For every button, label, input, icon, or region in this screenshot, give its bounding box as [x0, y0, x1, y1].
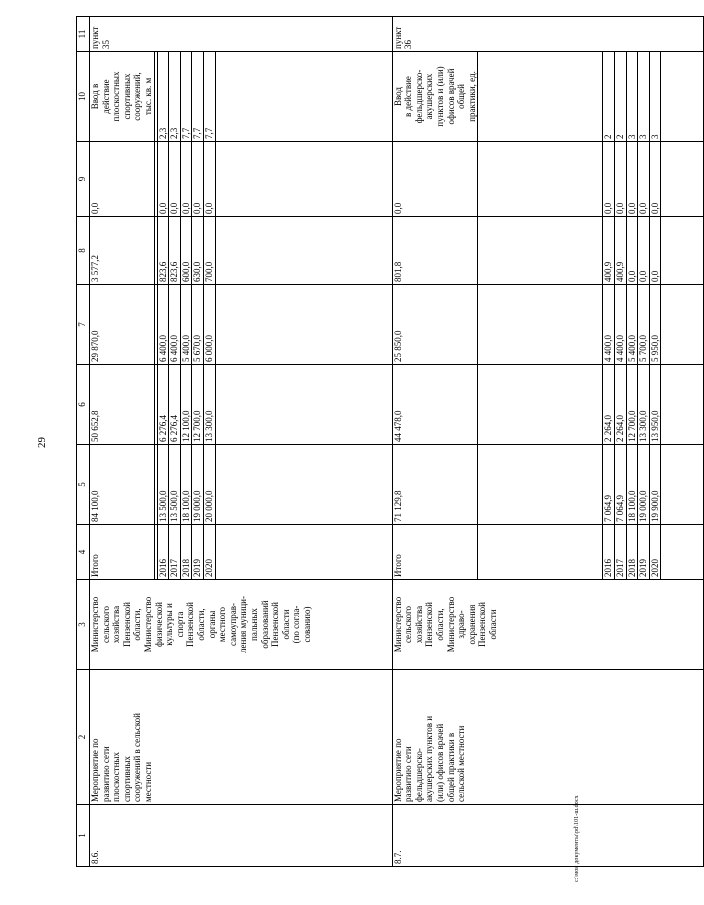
indicator-name: Ввод в действие плоскостных спортивных сооружений, тыс. кв. м	[90, 52, 155, 142]
year-value: 13 300,0	[637, 365, 649, 444]
year-values-list	[602, 142, 661, 216]
year-value: 2019	[637, 525, 649, 579]
column-number: 10	[77, 52, 90, 142]
year-value: 13 500,0	[157, 445, 169, 524]
year-value: 5 400,0	[626, 285, 638, 364]
year-value: 7 064,9	[614, 445, 626, 524]
year-value: 5 670,0	[191, 285, 203, 364]
year-value: 0,0	[157, 142, 169, 216]
year-value: 6 276,4	[168, 365, 180, 444]
years-cell-c9	[478, 142, 704, 217]
year-values-list	[602, 525, 661, 579]
year-value: 0,0	[614, 142, 626, 216]
year-value: 5 400,0	[180, 285, 192, 364]
year-value: 5 950,0	[649, 285, 662, 364]
total-c9: 0,0	[90, 142, 155, 217]
year-value: 630,0	[191, 217, 203, 284]
year-value: 12 700,0	[191, 365, 203, 444]
column-number: 4	[77, 525, 90, 580]
executor: Министерство сельского хозяйства Пензенской области, Министерство здраво- охранения Пензенской области	[392, 580, 704, 670]
year-values-list	[157, 285, 216, 364]
year-value: 20 000,0	[203, 445, 216, 524]
year-value: 4 400,0	[602, 285, 614, 364]
total-c8: 801,8	[392, 217, 478, 285]
year-value: 6 400,0	[157, 285, 169, 364]
year-values-list	[602, 52, 661, 141]
year-value: 12 700,0	[626, 365, 638, 444]
year-value: 0,0	[637, 142, 649, 216]
total-c5: 84 100,0	[90, 445, 155, 525]
year-value: 7 064,9	[602, 445, 614, 524]
measure-name: Мероприятие по развитию сети фельдшерско- акушерских пунктов и (или) офисов врачей общей практики в сельской местности	[392, 670, 704, 805]
year-value: 19 000,0	[637, 445, 649, 524]
year-value: 2016	[157, 525, 169, 579]
point-reference: пункт 36	[392, 17, 704, 52]
total-c8: 3 577,2	[90, 217, 155, 285]
year-value: 4 400,0	[614, 285, 626, 364]
year-value: 19 000,0	[191, 445, 203, 524]
year-value: 13 500,0	[168, 445, 180, 524]
year-value: 6 400,0	[168, 285, 180, 364]
year-value: 7,7	[203, 52, 216, 141]
year-value: 2	[614, 52, 626, 141]
measure-number: 8.7.	[392, 805, 704, 867]
year-value: 2018	[626, 525, 638, 579]
year-value: 7,7	[191, 52, 203, 141]
year-value: 6 276,4	[157, 365, 169, 444]
column-number: 11	[77, 17, 90, 52]
total-c6: 44 478,0	[392, 365, 478, 445]
column-number: 8	[77, 217, 90, 285]
year-value: 0,0	[649, 217, 662, 284]
years-cell-c6	[478, 365, 704, 445]
column-number: 2	[77, 670, 90, 805]
years-cell-c10	[154, 52, 392, 142]
year-value: 700,0	[203, 217, 216, 284]
executor: Министерство сельского хозяйства Пензенской области, Министерство физической культуры и спорта Пензенской области, органы местного самоуправ- ления муници- пальных образований Пензенской области (по согла- сованию)	[90, 580, 393, 670]
year-value: 13 300,0	[203, 365, 216, 444]
indicator-name: Ввод в действие фельдшерско- акушерских пунктов и (или) офисов врачей общей практики, ед.	[392, 52, 478, 142]
year-value: 3	[649, 52, 662, 141]
year-value: 2	[602, 52, 614, 141]
column-number: 3	[77, 580, 90, 670]
year-values-list	[157, 525, 216, 579]
year-values-list	[157, 52, 216, 141]
year-value: 0,0	[602, 142, 614, 216]
year-value: 400,9	[602, 217, 614, 284]
year-value: 7,7	[180, 52, 192, 141]
year-value: 2019	[191, 525, 203, 579]
year-value: 2,3	[157, 52, 169, 141]
year-values-list	[602, 365, 661, 444]
year-value: 3	[637, 52, 649, 141]
year-value: 18 100,0	[626, 445, 638, 524]
year-value: 2017	[614, 525, 626, 579]
year-value: 18 100,0	[180, 445, 192, 524]
measure-total-row	[90, 17, 155, 867]
years-cell-c7	[478, 285, 704, 365]
column-number: 7	[77, 285, 90, 365]
year-value: 6 000,0	[203, 285, 216, 364]
rotated-table-container	[76, 17, 660, 867]
column-number: 9	[77, 142, 90, 217]
year-value: 600,0	[180, 217, 192, 284]
year-value: 2 264,0	[614, 365, 626, 444]
year-values-list	[157, 445, 216, 524]
year-value: 823,6	[157, 217, 169, 284]
year-value: 2018	[180, 525, 192, 579]
year-value: 0,0	[180, 142, 192, 216]
years-cell-y	[154, 525, 392, 580]
years-cell-c8	[478, 217, 704, 285]
year-value: 2,3	[168, 52, 180, 141]
year-value: 400,9	[614, 217, 626, 284]
years-cell-c6	[154, 365, 392, 445]
year-values-list	[602, 285, 661, 364]
years-cell-c9	[154, 142, 392, 217]
measure-total-row	[392, 17, 478, 867]
program-table	[76, 16, 704, 867]
column-number-row	[77, 17, 90, 867]
year-value: 0,0	[626, 142, 638, 216]
years-cell-c5	[478, 445, 704, 525]
year-value: 2017	[168, 525, 180, 579]
years-cell-c5	[154, 445, 392, 525]
year-value: 2 264,0	[602, 365, 614, 444]
year-value: 0,0	[649, 142, 662, 216]
total-c6: 50 652,8	[90, 365, 155, 445]
column-number: 5	[77, 445, 90, 525]
year-value: 12 100,0	[180, 365, 192, 444]
point-reference: пункт 35	[90, 17, 393, 52]
total-c7: 29 870,0	[90, 285, 155, 365]
file-path-footer: c:\мои документы\pd\101-ш.docx	[574, 795, 580, 882]
years-cell-c8	[154, 217, 392, 285]
column-number: 6	[77, 365, 90, 445]
year-value: 0,0	[637, 217, 649, 284]
year-value: 3	[626, 52, 638, 141]
year-value: 2020	[203, 525, 216, 579]
years-cell-c7	[154, 285, 392, 365]
years-cell-c10	[478, 52, 704, 142]
total-label: Итого	[392, 525, 478, 580]
measure-number: 8.6.	[90, 805, 393, 867]
year-value: 0,0	[168, 142, 180, 216]
year-value: 19 900,0	[649, 445, 662, 524]
years-cell-y	[478, 525, 704, 580]
year-values-list	[157, 142, 216, 216]
total-c7: 25 850,0	[392, 285, 478, 365]
year-value: 2016	[602, 525, 614, 579]
page-number: 29	[36, 437, 48, 448]
total-c9: 0,0	[392, 142, 478, 217]
year-values-list	[157, 365, 216, 444]
year-value: 0,0	[191, 142, 203, 216]
column-number: 1	[77, 805, 90, 867]
year-values-list	[602, 445, 661, 524]
year-value: 13 950,0	[649, 365, 662, 444]
total-label: Итого	[90, 525, 155, 580]
year-value: 0,0	[626, 217, 638, 284]
total-c5: 71 129,8	[392, 445, 478, 525]
year-value: 2020	[649, 525, 662, 579]
year-value: 823,6	[168, 217, 180, 284]
measure-name: Мероприятие по развитию сети плоскостных спортивных сооружений в сельской местности	[90, 670, 393, 805]
year-values-list	[602, 217, 661, 284]
year-value: 5 700,0	[637, 285, 649, 364]
year-value: 0,0	[203, 142, 216, 216]
year-values-list	[157, 217, 216, 284]
